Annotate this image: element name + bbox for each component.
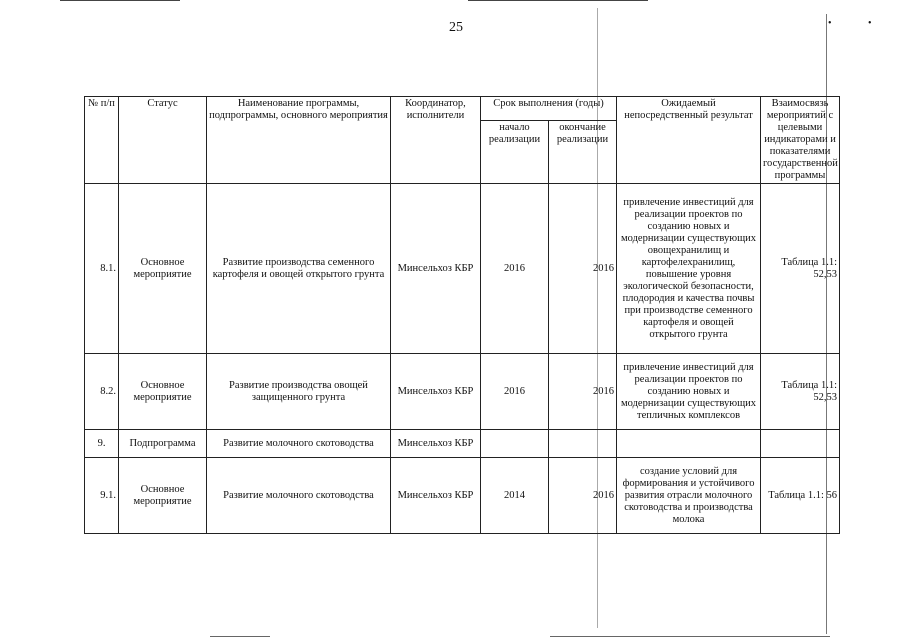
row-link: Таблица 1.1: 52,53 xyxy=(761,184,840,354)
row-start xyxy=(481,430,549,458)
row-name: Развитие производства овощей защищенного грунта xyxy=(207,354,391,430)
row-name: Развитие производства семенного картофеля и овощей открытого грунта xyxy=(207,184,391,354)
scan-bottom-line xyxy=(210,636,270,637)
scan-mark: • xyxy=(868,18,872,29)
header-period: Срок выполнения (годы) xyxy=(481,97,617,121)
row-end: 2016 xyxy=(549,458,617,534)
row-name: Развитие молочного скотоводства xyxy=(207,458,391,534)
row-end xyxy=(549,430,617,458)
row-num: 8.1. xyxy=(85,184,119,354)
row-status: Подпрограмма xyxy=(119,430,207,458)
row-num: 9. xyxy=(85,430,119,458)
row-start: 2014 xyxy=(481,458,549,534)
header-start: начало реализации xyxy=(481,121,549,184)
scan-bottom-line xyxy=(550,636,830,637)
page-number: 25 xyxy=(449,20,463,35)
header-coordinator: Координатор, исполнители xyxy=(391,97,481,184)
table-row xyxy=(85,458,840,534)
header-end: окончание реализации xyxy=(549,121,617,184)
scan-top-line-right xyxy=(468,0,648,1)
header-num: № п/п xyxy=(85,97,119,184)
row-result: привлечение инвестиций для реализации проектов по созданию новых и модернизации существующих тепличных комплексов xyxy=(617,354,761,430)
row-end: 2016 xyxy=(549,184,617,354)
row-result xyxy=(617,430,761,458)
header-link: Взаимосвязь мероприятий с целевыми индикаторами и показателями государственной программы xyxy=(761,97,840,184)
table-row xyxy=(85,184,840,354)
row-coordinator: Минсельхоз КБР xyxy=(391,184,481,354)
row-result: привлечение инвестиций для реализации проектов по созданию новых и модернизации существующих овощехранилищ и картофелехранилищ, повышение уровня экологической безопасности, плодородия и качества почвы при производстве семенного картофеля и овощей открытого грунта xyxy=(617,184,761,354)
row-link: Таблица 1.1: 52,53 xyxy=(761,354,840,430)
row-start: 2016 xyxy=(481,184,549,354)
row-num: 9.1. xyxy=(85,458,119,534)
row-coordinator: Минсельхоз КБР xyxy=(391,354,481,430)
row-result: создание условий для формирования и устойчивого развития отрасли молочного скотоводства и производства молока xyxy=(617,458,761,534)
measures-table xyxy=(84,96,840,534)
row-end: 2016 xyxy=(549,354,617,430)
row-status: Основное мероприятие xyxy=(119,458,207,534)
header-name: Наименование программы, подпрограммы, основного мероприятия xyxy=(207,97,391,184)
scan-mark: • xyxy=(828,18,832,29)
row-status: Основное мероприятие xyxy=(119,184,207,354)
table-row xyxy=(85,430,840,458)
row-name: Развитие молочного скотоводства xyxy=(207,430,391,458)
row-status: Основное мероприятие xyxy=(119,354,207,430)
scan-top-line-left xyxy=(60,0,180,1)
header-result: Ожидаемый непосредственный результат xyxy=(617,97,761,184)
table-row xyxy=(85,354,840,430)
header-status: Статус xyxy=(119,97,207,184)
row-coordinator: Минсельхоз КБР xyxy=(391,430,481,458)
row-link: Таблица 1.1: 56 xyxy=(761,458,840,534)
row-start: 2016 xyxy=(481,354,549,430)
row-link xyxy=(761,430,840,458)
row-coordinator: Минсельхоз КБР xyxy=(391,458,481,534)
row-num: 8.2. xyxy=(85,354,119,430)
